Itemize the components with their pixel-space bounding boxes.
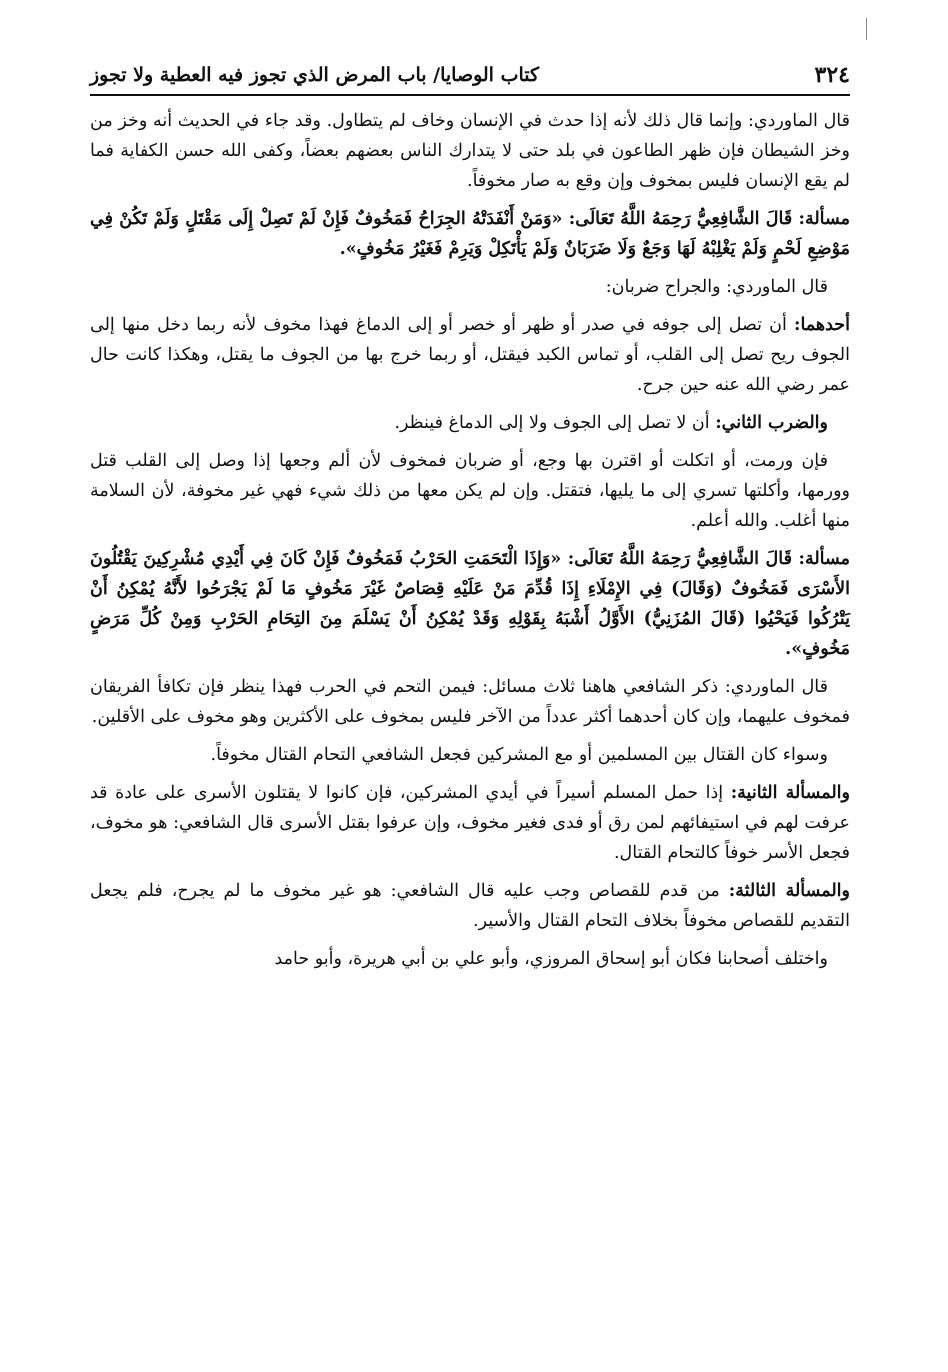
paragraph-3 — [90, 272, 850, 302]
paragraph-12 — [90, 944, 850, 974]
paragraph-5 — [90, 408, 850, 438]
paragraph-body: قال الماوردي: وإنما قال ذلك لأنه إذا حدث في الإنسان وخاف لم يتطاول. وقد جاء في الحديث أنه وخز من وخز الشيطان فإن ظهر الطاعون في بلد حتى لا يتدارك الناس بعضهم بعضاً، وكفى الله حسن الكفاية فما لم يقع الإنسان فليس بمخوف وإن وقع به صار مخوفاً. — [90, 111, 850, 191]
paragraph-4 — [90, 310, 850, 400]
paragraph-8 — [90, 672, 850, 732]
paragraph-body: وسواء كان القتال بين المسلمين أو مع المشركين فجعل الشافعي التحام القتال مخوفاً. — [210, 745, 828, 765]
paragraph-body: فإن ورمت، أو اتكلت أو اقترن بها وجع، أو ضربان فمخوف لأن ألم وجعها إذا وصل إلى القلب قتل وورمها، وأكلتها تسري إلى ما يليها، فتقتل. وإن لم يكن معها من ذلك شيء فهي غير مخوفة، لأن السلامة منها أغلب. والله أعلم. — [90, 451, 850, 531]
paragraph-11 — [90, 876, 850, 936]
paragraph-body: أن تصل إلى جوفه في صدر أو ظهر أو خصر أو إلى الدماغ فهذا مخوف لأنه ربما دخل منها إلى الجوف ريح تصل إلى القلب، أو تماس الكبد فيقتل، أو ربما خرج بها من الجوف ما يقتل، وهكذا كانت حال عمر رضي الله عنه حين جرح. — [90, 315, 850, 395]
paragraph-body: أن لا تصل إلى الجوف ولا إلى الدماغ فينظر. — [394, 413, 716, 433]
paragraph-body: رَحِمَهُ اللَّهُ تَعَالَى: «وَمَنْ أَنْفَدَتْهُ الجِرَاحُ فَمَخُوفٌ فَإِنْ لَمْ تَصِلْ إِلَى مَقْتَلٍ وَلَمْ تَكُنْ فِي مَوْضِعِ لَحْمٍ وَلَمْ يَغْلِبْهُ لَهَا وَجَعٌ وَلَا ضَرَبَانٌ وَلَمْ يَأْتَكِلْ وَيَرِمْ فَغَيْرُ مَخُوفٍ». — [90, 209, 850, 259]
running-header — [90, 60, 850, 96]
paragraph-6 — [90, 446, 850, 536]
paragraph-body: واختلف أصحابنا فكان أبو إسحاق المروزي، وأبو علي بن أبي هريرة، وأبو حامد — [274, 949, 828, 969]
paragraph-body: من قدم للقصاص وجب عليه قال الشافعي: هو غير مخوف ما لم يجرح، فلم يجعل التقديم للقصاص مخوفاً بخلاف التحام القتال والأسير. — [90, 881, 850, 931]
paragraph-body: قال الماوردي: ذكر الشافعي هاهنا ثلاث مسائل: فيمن التحم في الحرب فهذا ينظر فإن تكافأ الفريقان فمخوف عليهما، وإن كان أحدهما أكثر عدداً من الآخر فليس بمخوف على الأكثرين وهو مخوف على الأقلين. — [90, 677, 850, 727]
paragraph-body: رَحِمَهُ اللَّهُ تَعَالَى: «وَإِذَا الْتَحَمَتِ الحَرْبُ فَمَخُوفٌ فَإِنْ كَانَ فِي أَيْدِي مُشْرِكِينَ يَقْتُلُونَ الأَسْرَى فَمَخُوفٌ (وَقَالَ) فِي الإِمْلَاءِ إِذَا قُدِّمَ مَنْ عَلَيْهِ قِصَاصٌ غَيْرَ مَخُوفٍ مَا لَمْ يَجْرَحُوا لأَنَّهُ يُمْكِنُ أَنْ يَتْرُكُوا فَيَحْيُوا (قَالَ المُزَنِيُّ) الأَوَّلُ أَشْبَهُ بِقَوْلِهِ وَقَدْ يُمْكِنُ أَنْ يَسْلَمَ مِنَ التِحَامِ الحَرْبِ وَمِنْ كُلِّ مَرَضٍ مَخُوفٍ». — [90, 549, 850, 659]
page-number: ٣٢٤ — [814, 62, 850, 88]
paragraph-lead: والمسألة الثانية: — [730, 783, 850, 803]
paragraph-lead: والضرب الثاني: — [715, 413, 828, 433]
paragraph-1 — [90, 106, 850, 196]
masala-1 — [90, 204, 850, 264]
paragraph-lead: مسألة: قَالَ الشَّافِعِيُّ — [696, 549, 850, 569]
paragraph-body: قال الماوردي: والجراح ضربان: — [605, 277, 828, 297]
paragraph-body: إذا حمل المسلم أسيراً في أيدي المشركين، فإن كانوا لا يقتلون الأسرى على عادة قد عرفت لهم في استيفائهم لمن رق أو فدى فغير مخوف، وإن عرفوا بقتل الأسرى قال الشافعي: هو مخوف، فجعل الأسر خوفاً كالتحام القتال. — [90, 783, 850, 863]
masala-2 — [90, 544, 850, 664]
paragraph-lead: مسألة: قَالَ الشَّافِعِيُّ — [696, 209, 850, 229]
paragraph-9 — [90, 740, 850, 770]
page — [90, 60, 850, 982]
paragraph-lead: والمسألة الثالثة: — [728, 881, 850, 901]
paragraph-lead: أحدهما: — [793, 315, 850, 335]
margin-rule — [866, 18, 867, 40]
paragraph-10 — [90, 778, 850, 868]
header-title: كتاب الوصايا/ باب المرض الذي تجوز فيه العطية ولا تجوز — [90, 64, 540, 86]
